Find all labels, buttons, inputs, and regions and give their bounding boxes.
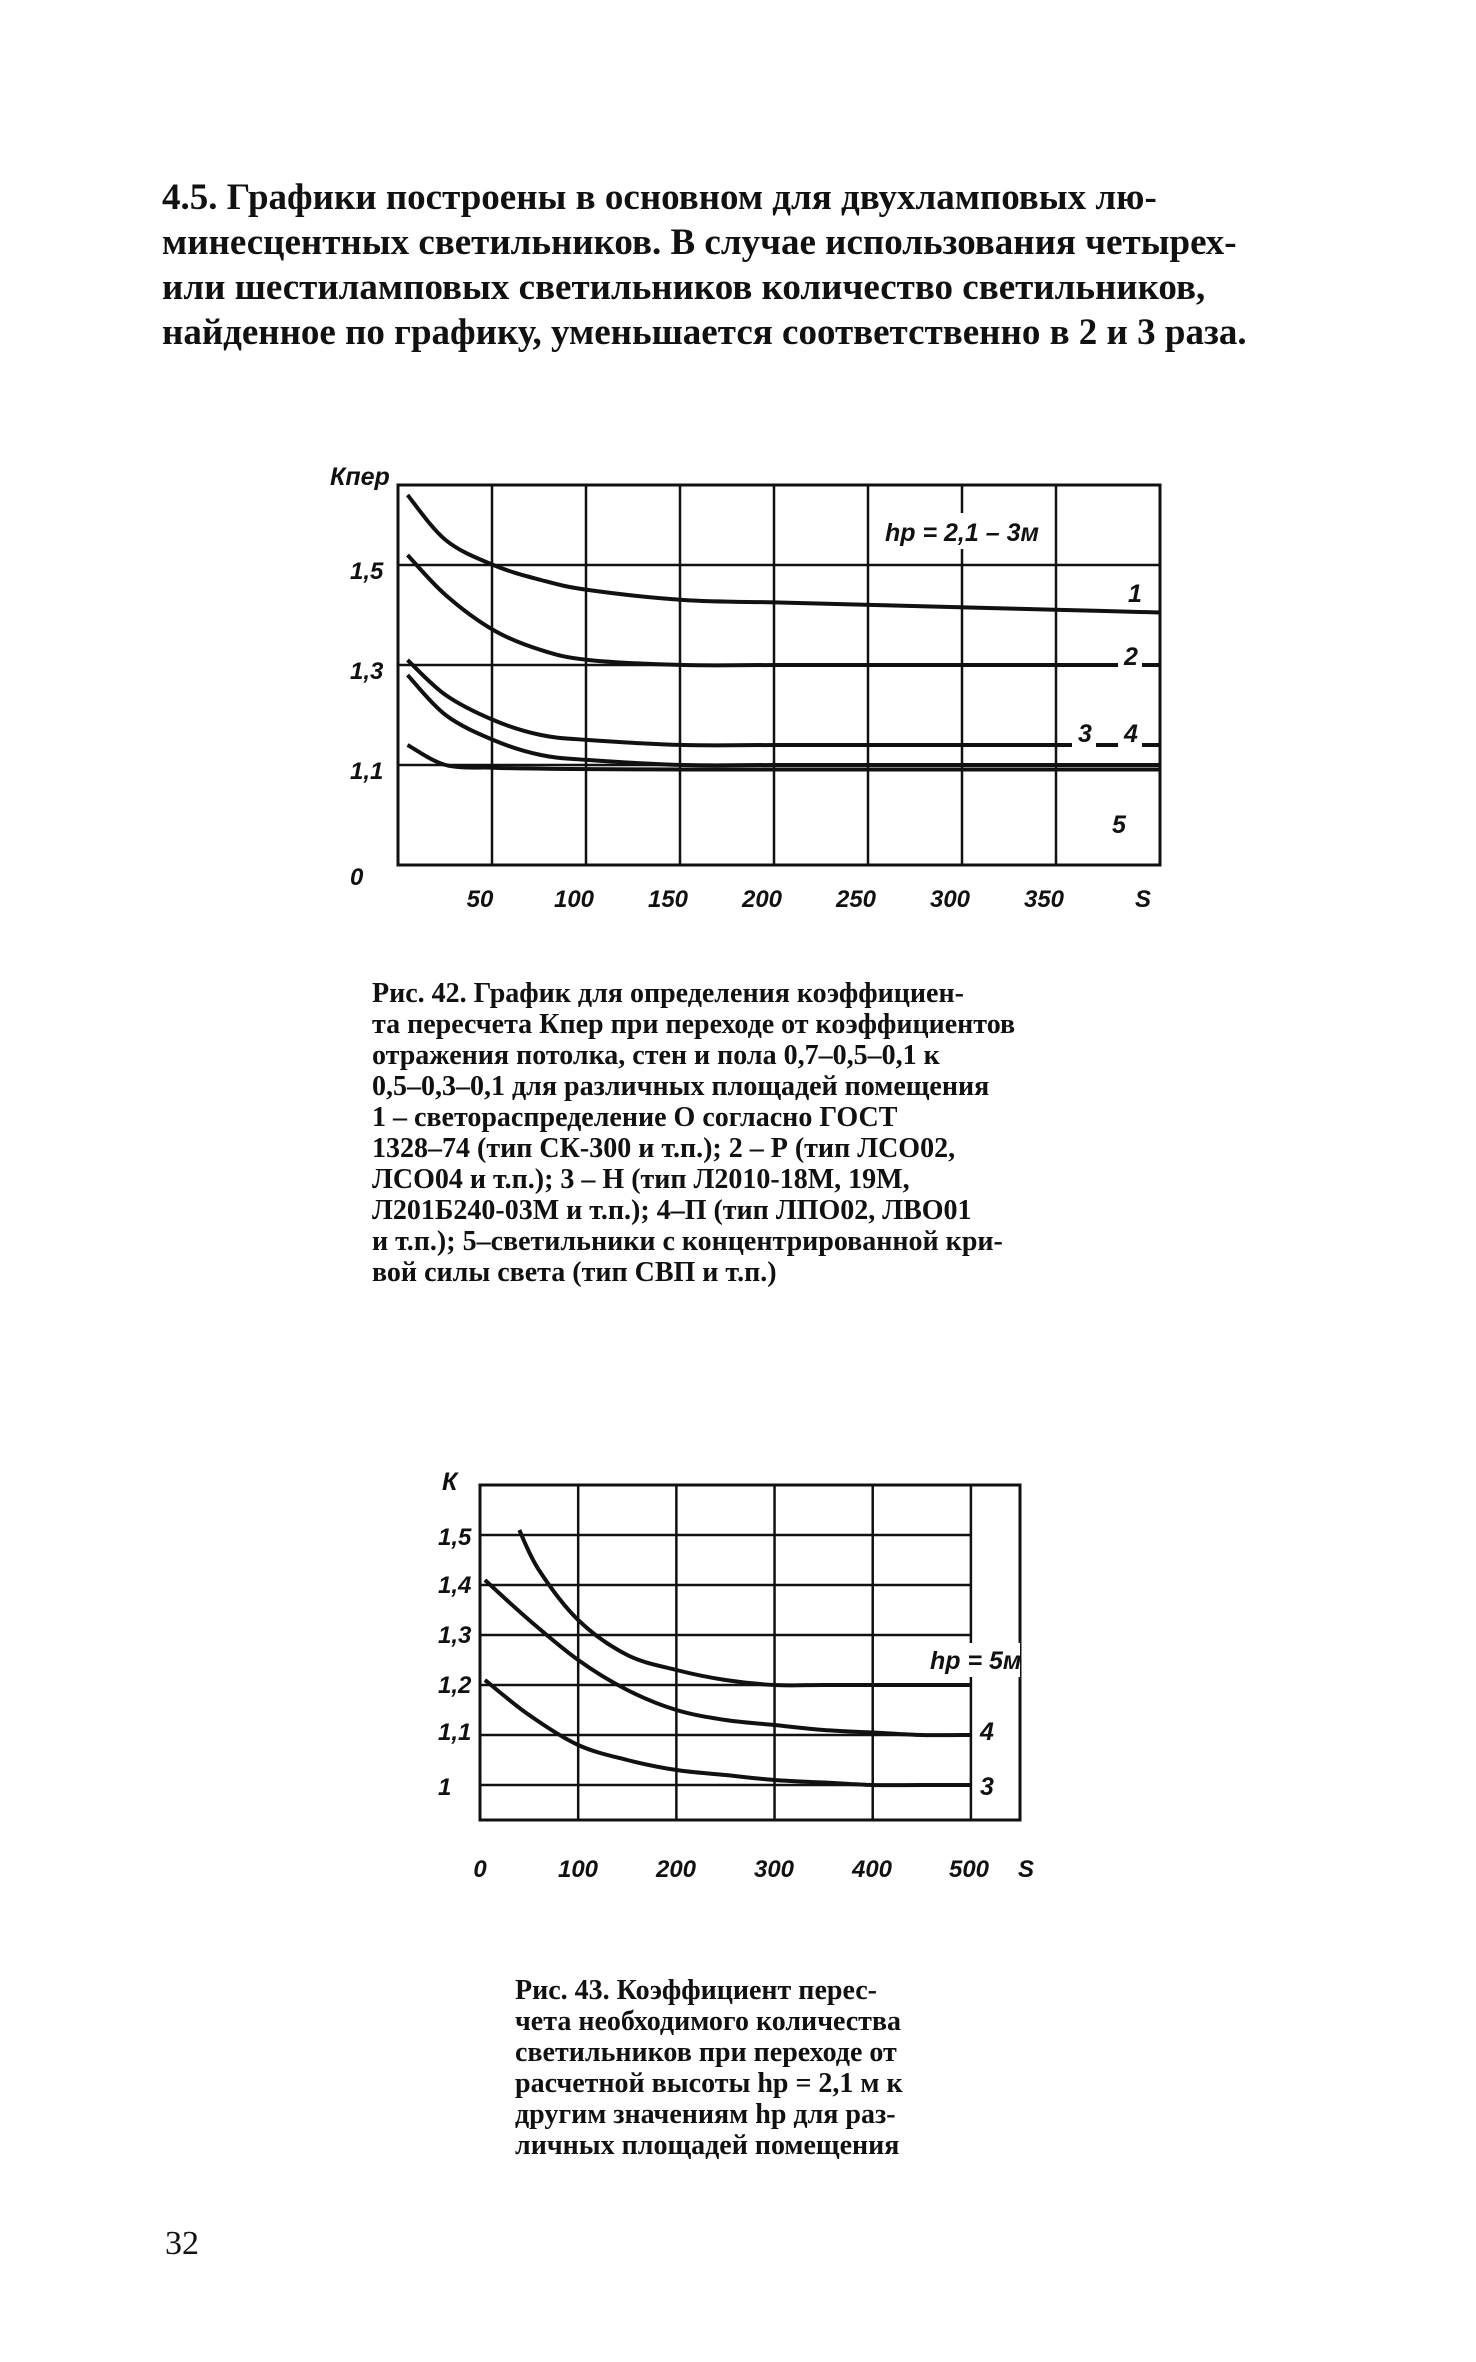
caption-line: 0,5–0,3–0,1 для различных площадей помещения bbox=[372, 1071, 990, 1102]
annotation-label: hр = 5м bbox=[930, 1647, 1022, 1675]
figure-42-caption bbox=[372, 978, 1160, 1288]
x-tick-label: 500 bbox=[948, 1856, 990, 1883]
chart-frame bbox=[398, 485, 1160, 865]
caption-line: та пересчета Кпер при переходе от коэффициентов bbox=[372, 1009, 1016, 1040]
caption-line: Рис. 43. Коэффициент перес- bbox=[515, 1975, 877, 2006]
x-tick-label: 250 bbox=[835, 886, 877, 913]
curve-label: 2 bbox=[1124, 643, 1138, 671]
curve-label: 4 bbox=[980, 1718, 994, 1746]
caption-line: Рис. 42. График для определения коэффициен- bbox=[372, 978, 964, 1009]
caption-line: и т.п.); 5–светильники с концентрированной кри- bbox=[372, 1226, 1003, 1257]
page-number: 32 bbox=[165, 2225, 199, 2262]
figure-42-chart bbox=[320, 455, 1180, 935]
curve-label: 3 bbox=[1078, 720, 1092, 748]
y-tick-label: 1,4 bbox=[438, 1572, 472, 1599]
caption-line: чета необходимого количества bbox=[515, 2006, 902, 2037]
caption-line: светильников при переходе от bbox=[515, 2037, 897, 2068]
y-tick-label: 1 bbox=[438, 1774, 452, 1801]
x-tick-label: S bbox=[1017, 1856, 1035, 1883]
x-tick-label: 100 bbox=[557, 1856, 599, 1883]
y-tick-label: 1,3 bbox=[350, 658, 384, 685]
curve-label: 5 bbox=[1112, 811, 1126, 839]
paragraph-line: 4.5. Графики построены в основном для двухламповых лю- bbox=[162, 177, 1157, 218]
caption-line: отражения потолка, стен и пола 0,7–0,5–0,1 к bbox=[372, 1040, 940, 1071]
paragraph-line: найденное по графику, уменьшается соответственно в 2 и 3 раза. bbox=[162, 312, 1247, 353]
chart-grid bbox=[398, 485, 1160, 865]
caption-line: 1328–74 (тип СК-300 и т.п.); 2 – Р (тип ЛСО02, bbox=[372, 1133, 956, 1164]
chart-series-group bbox=[485, 1530, 971, 1785]
y-tick-label: 1,2 bbox=[438, 1672, 472, 1699]
x-tick-label: S bbox=[1134, 886, 1152, 913]
x-tick-label: 150 bbox=[647, 886, 689, 913]
y-axis-label: К bbox=[442, 1468, 458, 1496]
curve-label: 3 bbox=[980, 1773, 994, 1801]
x-tick-label: 100 bbox=[553, 886, 595, 913]
x-tick-label: 200 bbox=[741, 886, 783, 913]
x-tick-label: 200 bbox=[655, 1856, 697, 1883]
curve-label: 4 bbox=[1124, 720, 1138, 748]
caption-line: другим значениям hр для раз- bbox=[515, 2099, 896, 2130]
curve-label: 1 bbox=[1128, 580, 1142, 608]
caption-line: расчетной высоты hр = 2,1 м к bbox=[515, 2068, 903, 2099]
series-line-3 bbox=[408, 660, 1161, 745]
y-tick-label: 1,3 bbox=[438, 1622, 472, 1649]
body-paragraph bbox=[162, 175, 1340, 355]
y-tick-label: 1,5 bbox=[438, 1524, 472, 1551]
y-tick-label: 1,1 bbox=[438, 1719, 472, 1746]
paragraph-line: или шестиламповых светильников количество светильников, bbox=[162, 267, 1206, 308]
caption-line: ЛСО04 и т.п.); 3 – Н (тип Л2010-18М, 19М, bbox=[372, 1164, 910, 1195]
series-line-top bbox=[519, 1530, 971, 1685]
chart-labels bbox=[330, 463, 1151, 913]
x-tick-label: 0 bbox=[473, 1856, 487, 1883]
chart-series-group bbox=[408, 495, 1161, 770]
x-tick-label: 300 bbox=[929, 886, 971, 913]
caption-line: вой силы света (тип СВП и т.п.) bbox=[372, 1257, 777, 1288]
figure-43-chart bbox=[420, 1465, 1060, 1915]
y-tick-label: 1,1 bbox=[350, 758, 384, 785]
figure-43-caption bbox=[515, 1975, 985, 2161]
y-tick-label: 0 bbox=[350, 864, 364, 891]
paragraph-line: минесцентных светильников. В случае использования четырех- bbox=[162, 222, 1237, 263]
caption-line: Л201Б240-03М и т.п.); 4–П (тип ЛПО02, ЛВО01 bbox=[372, 1195, 972, 1226]
series-line-1 bbox=[408, 495, 1161, 613]
series-line-4 bbox=[485, 1580, 971, 1735]
series-line-4 bbox=[408, 675, 1161, 765]
caption-line: личных площадей помещения bbox=[515, 2130, 900, 2161]
y-tick-label: 1,5 bbox=[350, 558, 384, 585]
x-tick-label: 300 bbox=[753, 1856, 795, 1883]
x-tick-label: 350 bbox=[1023, 886, 1065, 913]
caption-line: 1 – светораспределение О согласно ГОСТ bbox=[372, 1102, 898, 1133]
x-tick-label: 400 bbox=[851, 1856, 893, 1883]
annotation-label: hр = 2,1 – 3м bbox=[885, 519, 1039, 547]
x-tick-label: 50 bbox=[466, 886, 494, 913]
y-axis-label: Кпер bbox=[330, 463, 390, 491]
